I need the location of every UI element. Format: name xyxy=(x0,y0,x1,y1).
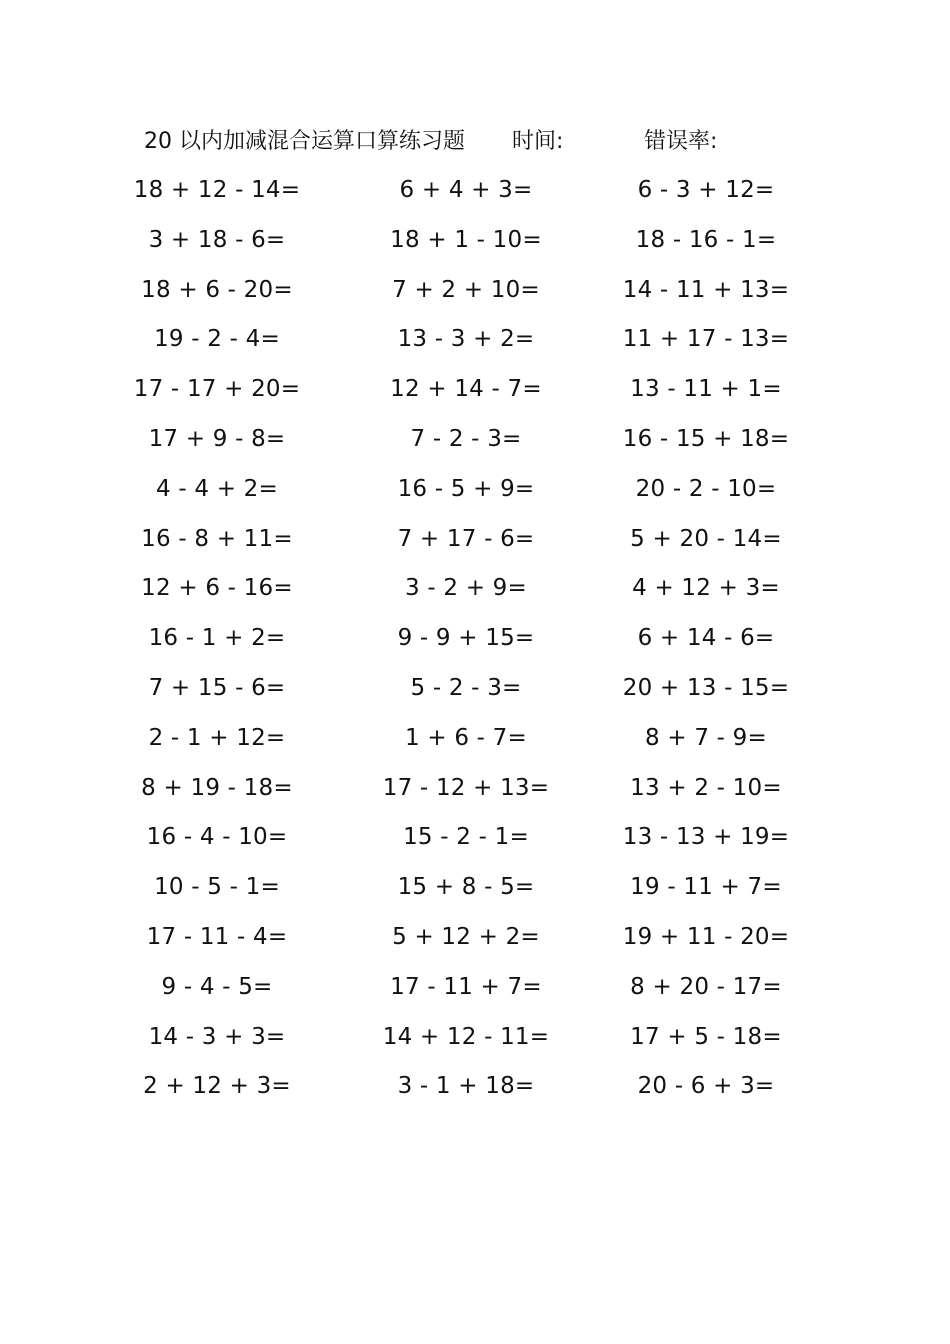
arithmetic-problem: 5 + 12 + 2= xyxy=(392,923,540,950)
arithmetic-problem: 3 - 1 + 18= xyxy=(397,1073,535,1100)
arithmetic-problem: 14 - 11 + 13= xyxy=(622,276,790,303)
arithmetic-problem: 15 + 8 - 5= xyxy=(397,874,535,901)
arithmetic-problem: 17 - 11 + 7= xyxy=(390,973,542,1000)
arithmetic-problem: 3 + 18 - 6= xyxy=(148,226,286,253)
arithmetic-problem: 4 - 4 + 2= xyxy=(156,475,278,502)
arithmetic-problem: 17 - 11 - 4= xyxy=(146,923,288,950)
problem-row xyxy=(0,917,950,967)
problem-row xyxy=(0,469,950,519)
problem-row xyxy=(0,817,950,867)
arithmetic-problem: 1 + 6 - 7= xyxy=(405,724,527,751)
arithmetic-problem: 7 + 15 - 6= xyxy=(148,674,286,701)
arithmetic-problem: 20 - 2 - 10= xyxy=(635,475,777,502)
problem-row xyxy=(0,568,950,618)
arithmetic-problem: 17 - 12 + 13= xyxy=(382,774,550,801)
problem-row xyxy=(0,519,950,569)
arithmetic-problem: 17 + 9 - 8= xyxy=(148,425,286,452)
arithmetic-problem: 6 + 14 - 6= xyxy=(637,625,775,652)
arithmetic-problem: 9 - 4 - 5= xyxy=(161,973,273,1000)
time-label: 时间: xyxy=(512,129,564,154)
arithmetic-problem: 18 + 1 - 10= xyxy=(390,226,542,253)
worksheet-title: 20 以内加减混合运算口算练习题 xyxy=(144,129,465,154)
arithmetic-problem: 10 - 5 - 1= xyxy=(154,874,280,901)
arithmetic-problem: 12 + 14 - 7= xyxy=(390,376,542,403)
problem-row xyxy=(0,867,950,917)
arithmetic-problem: 9 - 9 + 15= xyxy=(397,625,535,652)
arithmetic-problem: 17 + 5 - 18= xyxy=(630,1023,782,1050)
arithmetic-problem: 14 - 3 + 3= xyxy=(148,1023,286,1050)
problem-grid xyxy=(0,170,950,1116)
arithmetic-problem: 14 + 12 - 11= xyxy=(382,1023,550,1050)
problem-row xyxy=(0,1017,950,1067)
arithmetic-problem: 18 - 16 - 1= xyxy=(635,226,777,253)
problem-row xyxy=(0,170,950,220)
problem-row xyxy=(0,270,950,320)
arithmetic-problem: 19 + 11 - 20= xyxy=(622,923,790,950)
arithmetic-problem: 13 - 13 + 19= xyxy=(622,824,790,851)
problem-row xyxy=(0,1066,950,1116)
arithmetic-problem: 19 - 11 + 7= xyxy=(630,874,782,901)
worksheet-header xyxy=(0,122,950,162)
arithmetic-problem: 18 + 12 - 14= xyxy=(133,177,301,203)
problem-row xyxy=(0,419,950,469)
problem-row xyxy=(0,768,950,818)
arithmetic-problem: 11 + 17 - 13= xyxy=(622,326,790,353)
arithmetic-problem: 13 - 11 + 1= xyxy=(630,376,782,403)
arithmetic-problem: 20 - 6 + 3= xyxy=(637,1073,775,1100)
problem-row xyxy=(0,718,950,768)
arithmetic-problem: 2 + 12 + 3= xyxy=(143,1073,291,1100)
arithmetic-problem: 3 - 2 + 9= xyxy=(405,575,527,602)
arithmetic-problem: 7 + 17 - 6= xyxy=(397,525,535,552)
arithmetic-problem: 4 + 12 + 3= xyxy=(632,575,780,602)
arithmetic-problem: 12 + 6 - 16= xyxy=(141,575,293,602)
problem-row xyxy=(0,220,950,270)
arithmetic-problem: 16 - 1 + 2= xyxy=(148,625,286,652)
arithmetic-problem: 16 - 15 + 18= xyxy=(622,425,790,452)
arithmetic-problem: 5 - 2 - 3= xyxy=(410,674,522,701)
arithmetic-problem: 16 - 8 + 11= xyxy=(141,525,293,552)
arithmetic-problem: 16 - 4 - 10= xyxy=(146,824,288,851)
arithmetic-problem: 6 + 4 + 3= xyxy=(399,177,533,203)
arithmetic-problem: 13 + 2 - 10= xyxy=(630,774,782,801)
arithmetic-problem: 15 - 2 - 1= xyxy=(403,824,529,851)
arithmetic-problem: 19 - 2 - 4= xyxy=(154,326,280,353)
arithmetic-problem: 17 - 17 + 20= xyxy=(133,376,301,403)
arithmetic-problem: 20 + 13 - 15= xyxy=(622,674,790,701)
arithmetic-problem: 6 - 3 + 12= xyxy=(637,177,775,203)
arithmetic-problem: 8 + 20 - 17= xyxy=(630,973,782,1000)
arithmetic-problem: 5 + 20 - 14= xyxy=(630,525,782,552)
problem-row xyxy=(0,668,950,718)
problem-row xyxy=(0,369,950,419)
arithmetic-problem: 7 - 2 - 3= xyxy=(410,425,522,452)
problem-row xyxy=(0,618,950,668)
arithmetic-problem: 8 + 19 - 18= xyxy=(141,774,293,801)
arithmetic-problem: 8 + 7 - 9= xyxy=(645,724,767,751)
problem-row xyxy=(0,319,950,369)
arithmetic-problem: 16 - 5 + 9= xyxy=(397,475,535,502)
arithmetic-problem: 13 - 3 + 2= xyxy=(397,326,535,353)
error-rate-label: 错误率: xyxy=(644,129,718,154)
arithmetic-problem: 2 - 1 + 12= xyxy=(148,724,286,751)
problem-row xyxy=(0,967,950,1017)
arithmetic-problem: 7 + 2 + 10= xyxy=(392,276,540,303)
arithmetic-problem: 18 + 6 - 20= xyxy=(141,276,293,303)
